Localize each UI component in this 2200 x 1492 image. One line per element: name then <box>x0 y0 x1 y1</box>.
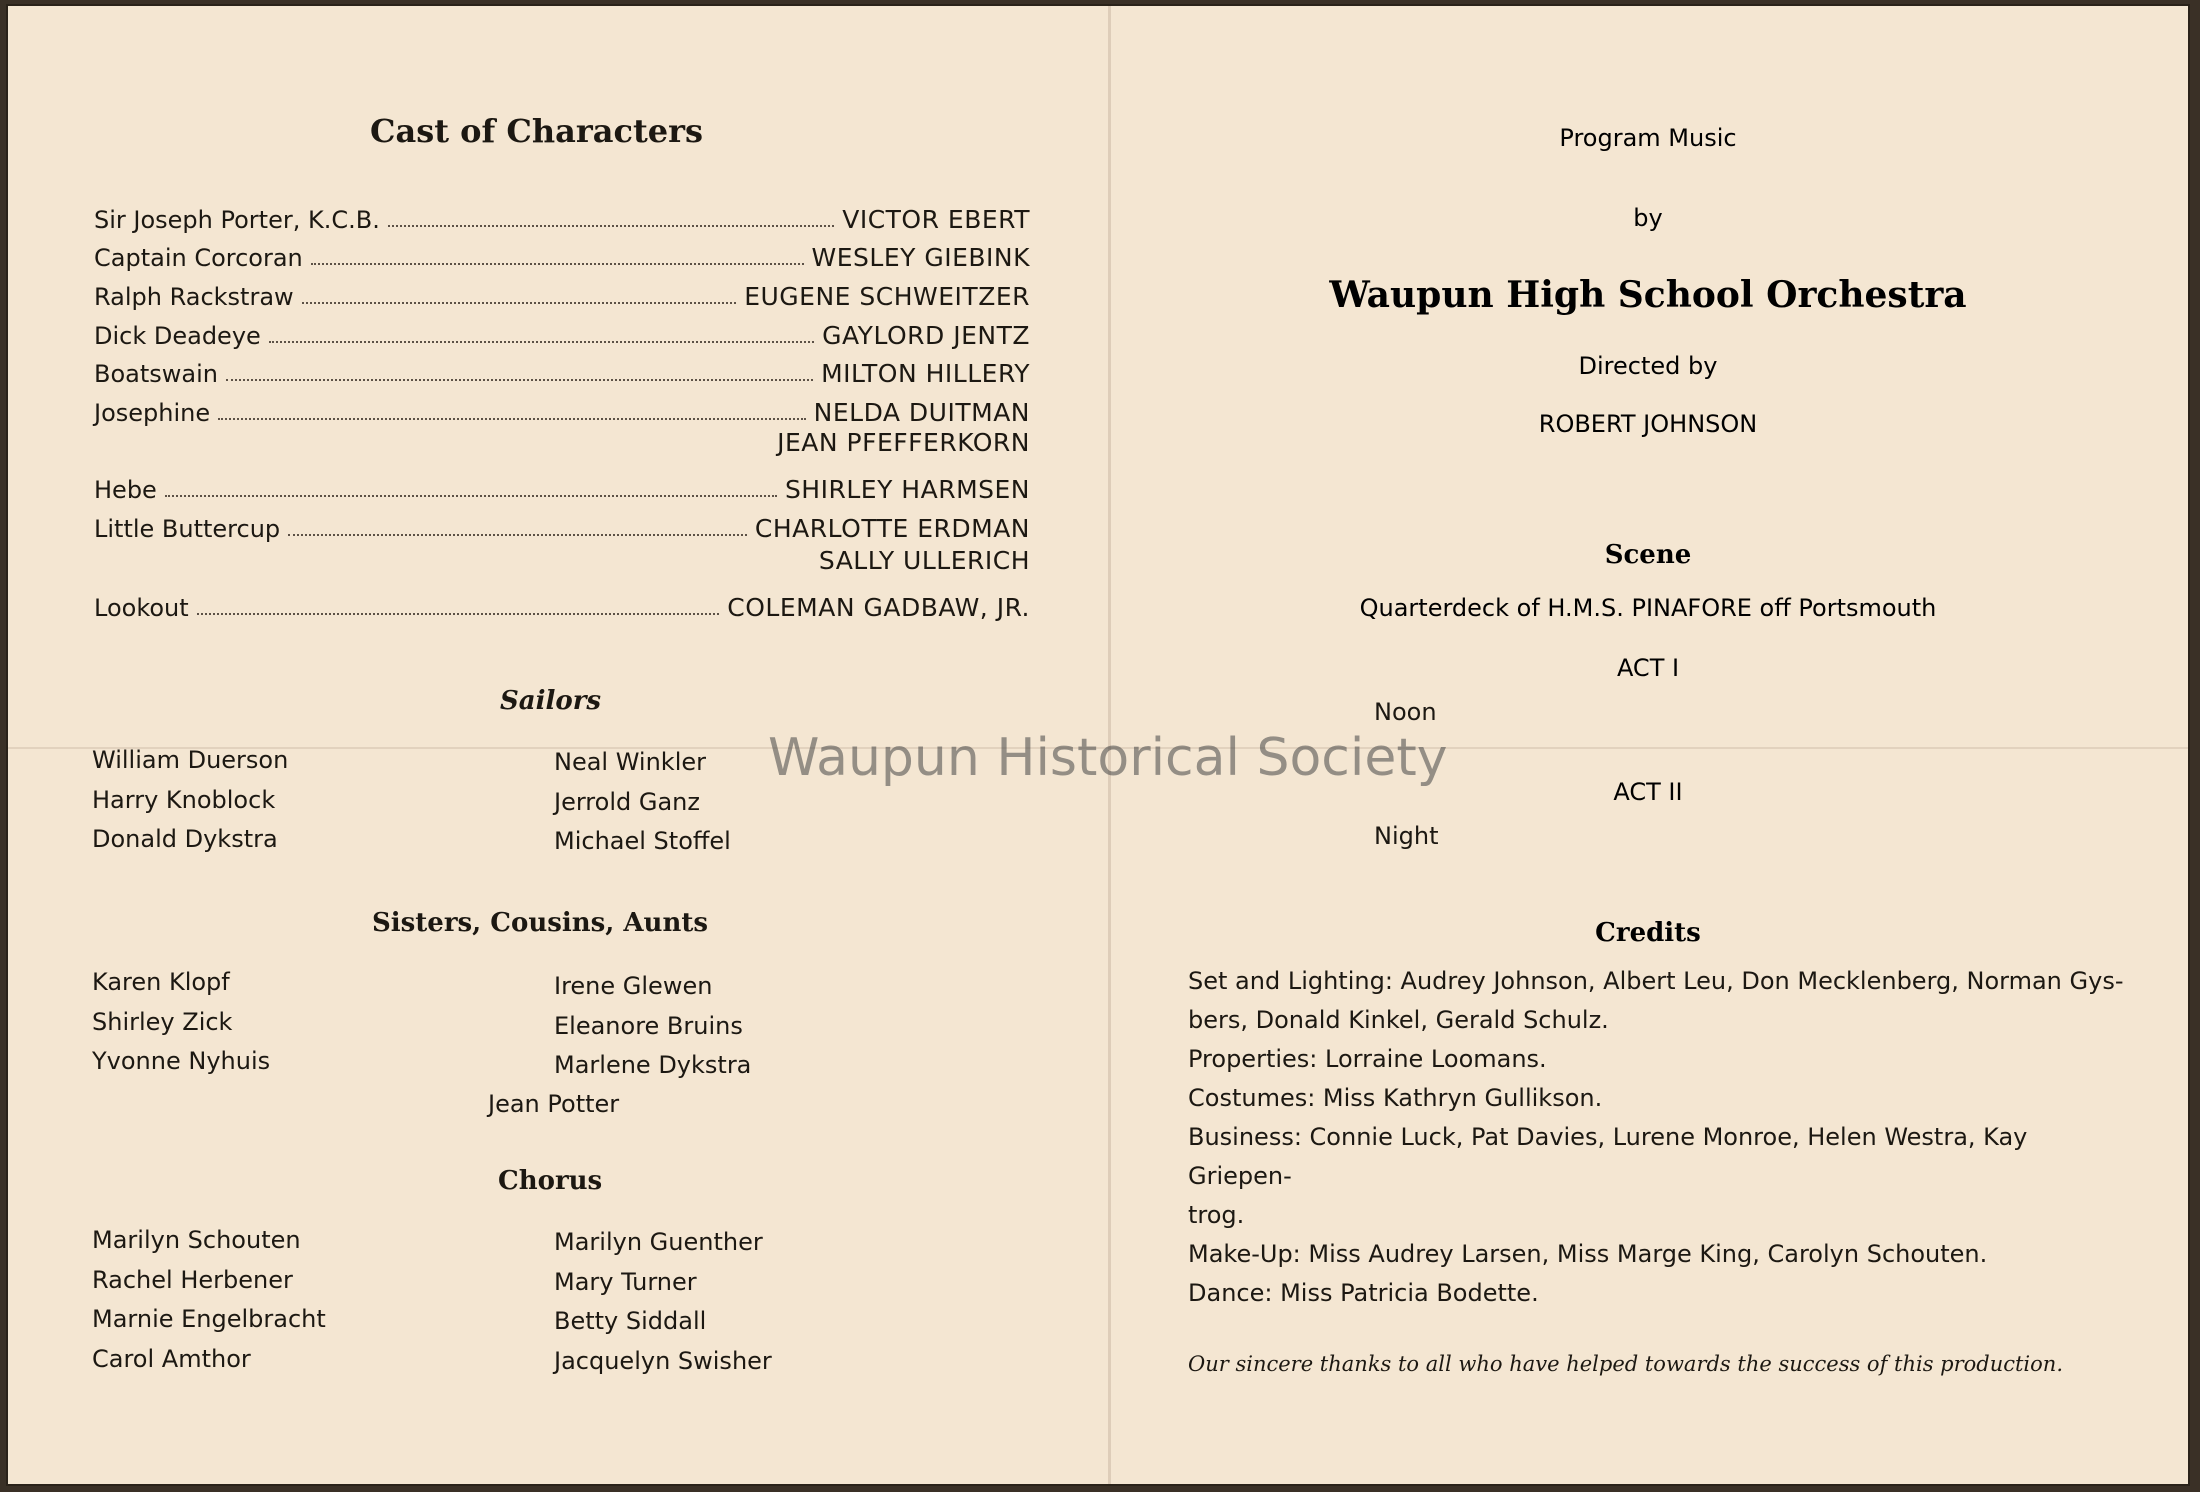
director-name: ROBERT JOHNSON <box>1538 410 1758 438</box>
name-item: William Duerson <box>92 746 289 774</box>
cast-row <box>94 279 1030 311</box>
name-item: Jerrold Ganz <box>554 787 700 816</box>
act2-time: Night <box>1374 822 1439 850</box>
name-item: Marnie Engelbracht <box>92 1305 326 1333</box>
cast-actor: EUGENE SCHWEITZER <box>744 282 1030 311</box>
buttercup-alt-actor: SALLY ULLERICH <box>818 546 1030 575</box>
name-item: Marilyn Guenther <box>554 1228 763 1256</box>
name-item: Neal Winkler <box>554 748 707 776</box>
sailors-col1 <box>92 746 288 865</box>
cast-row <box>94 356 1030 388</box>
sisters-extra: Jean Potter <box>488 1090 620 1118</box>
sailors-col2 <box>554 748 731 867</box>
name-item: Marilyn Schouten <box>92 1226 301 1254</box>
credits-line: Properties: Lorraine Loomans. <box>1188 1045 1547 1073</box>
by-label: by <box>1633 204 1663 232</box>
leader-dots <box>302 302 737 304</box>
leader-dots <box>269 341 814 343</box>
cast-actor: MILTON HILLERY <box>821 359 1030 388</box>
name-item: Jacquelyn Swisher <box>554 1346 772 1375</box>
leader-dots <box>165 495 777 497</box>
sailors-title: Sailors <box>500 686 602 716</box>
cast-actor: CHARLOTTE ERDMAN <box>754 514 1030 543</box>
cast-role: Lookout <box>94 594 189 622</box>
name-item: Rachel Herbener <box>92 1265 293 1294</box>
directed-by-label: Directed by <box>1578 352 1718 380</box>
name-item: Mary Turner <box>554 1267 697 1296</box>
cast-actor: WESLEY GIEBINK <box>811 243 1030 272</box>
cast-row <box>94 590 1030 622</box>
act1-label: ACT I <box>1616 654 1680 682</box>
cast-row <box>94 395 1030 427</box>
chorus-title: Chorus <box>498 1166 603 1196</box>
credits-line: Business: Connie Luck, Pat Davies, Lurene Monroe, Helen Westra, Kay Griepen- <box>1188 1123 2028 1190</box>
leader-dots <box>311 263 804 265</box>
orchestra-name: Waupun High School Orchestra <box>1329 274 1967 316</box>
name-item: Karen Klopf <box>92 968 230 996</box>
cast-role: Dick Deadeye <box>94 322 261 350</box>
cast-row <box>94 240 1030 272</box>
leader-dots <box>218 418 806 420</box>
name-item: Irene Glewen <box>554 972 713 1000</box>
cast-title: Cast of Characters <box>370 112 703 150</box>
program-sheet <box>8 6 2188 1484</box>
scene-text: Quarterdeck of H.M.S. PINAFORE off Portsmouth <box>1359 594 1937 622</box>
cast-role: Ralph Rackstraw <box>94 283 294 311</box>
credits-line: Set and Lighting: Audrey Johnson, Albert Leu, Don Mecklenberg, Norman Gys- <box>1188 967 2124 995</box>
chorus-col1 <box>92 1226 326 1384</box>
cast-role: Captain Corcoran <box>94 244 303 272</box>
credits-block <box>1188 962 2128 1313</box>
program-music-label: Program Music <box>1559 124 1737 152</box>
sisters-col2 <box>554 972 751 1091</box>
name-item: Shirley Zick <box>92 1007 233 1036</box>
thanks-note: Our sincere thanks to all who have helped towards the success of this production. <box>1188 1352 2063 1376</box>
credits-title: Credits <box>1595 918 1701 948</box>
cast-row <box>94 511 1030 543</box>
chorus-col2 <box>554 1228 772 1386</box>
cast-actor: NELDA DUITMAN <box>813 398 1030 427</box>
name-item: Yvonne Nyhuis <box>92 1047 271 1075</box>
cast-role: Little Buttercup <box>94 515 281 543</box>
name-item: Carol Amthor <box>92 1344 251 1373</box>
leader-dots <box>197 613 720 615</box>
cast-row <box>94 202 1030 234</box>
credits-line: Costumes: Miss Kathryn Gullikson. <box>1188 1084 1603 1112</box>
credits-line: bers, Donald Kinkel, Gerald Schulz. <box>1188 1006 1609 1034</box>
josephine-alt-actor: JEAN PFEFFERKORN <box>777 428 1030 457</box>
cast-role: Josephine <box>94 399 211 427</box>
cast-actor: COLEMAN GADBAW, JR. <box>727 593 1030 622</box>
scene-title: Scene <box>1604 540 1692 570</box>
cast-row <box>94 318 1030 350</box>
sisters-title: Sisters, Cousins, Aunts <box>372 908 709 938</box>
name-item: Harry Knoblock <box>92 785 276 814</box>
leader-dots <box>288 534 747 536</box>
name-item: Eleanore Bruins <box>554 1011 743 1040</box>
cast-actor: VICTOR EBERT <box>842 205 1030 234</box>
name-item: Donald Dykstra <box>92 825 278 853</box>
name-item: Marlene Dykstra <box>554 1051 752 1079</box>
leader-dots <box>388 225 834 227</box>
sisters-col1 <box>92 968 270 1087</box>
cast-role: Sir Joseph Porter, K.C.B. <box>94 206 380 234</box>
cast-role: Hebe <box>94 476 157 504</box>
cast-role: Boatswain <box>94 360 218 388</box>
cast-actor: GAYLORD JENTZ <box>822 321 1030 350</box>
name-item: Betty Siddall <box>554 1307 707 1335</box>
name-item: Michael Stoffel <box>554 827 731 855</box>
leader-dots <box>226 379 813 381</box>
credits-line: trog. <box>1188 1201 1245 1229</box>
watermark-text: Waupun Historical Society <box>768 728 1448 788</box>
cast-row <box>94 472 1030 504</box>
act2-label: ACT II <box>1613 778 1683 806</box>
credits-line: Dance: Miss Patricia Bodette. <box>1188 1279 1539 1307</box>
act1-time: Noon <box>1374 698 1437 726</box>
credits-line: Make-Up: Miss Audrey Larsen, Miss Marge King, Carolyn Schouten. <box>1188 1240 1988 1268</box>
cast-actor: SHIRLEY HARMSEN <box>784 475 1030 504</box>
